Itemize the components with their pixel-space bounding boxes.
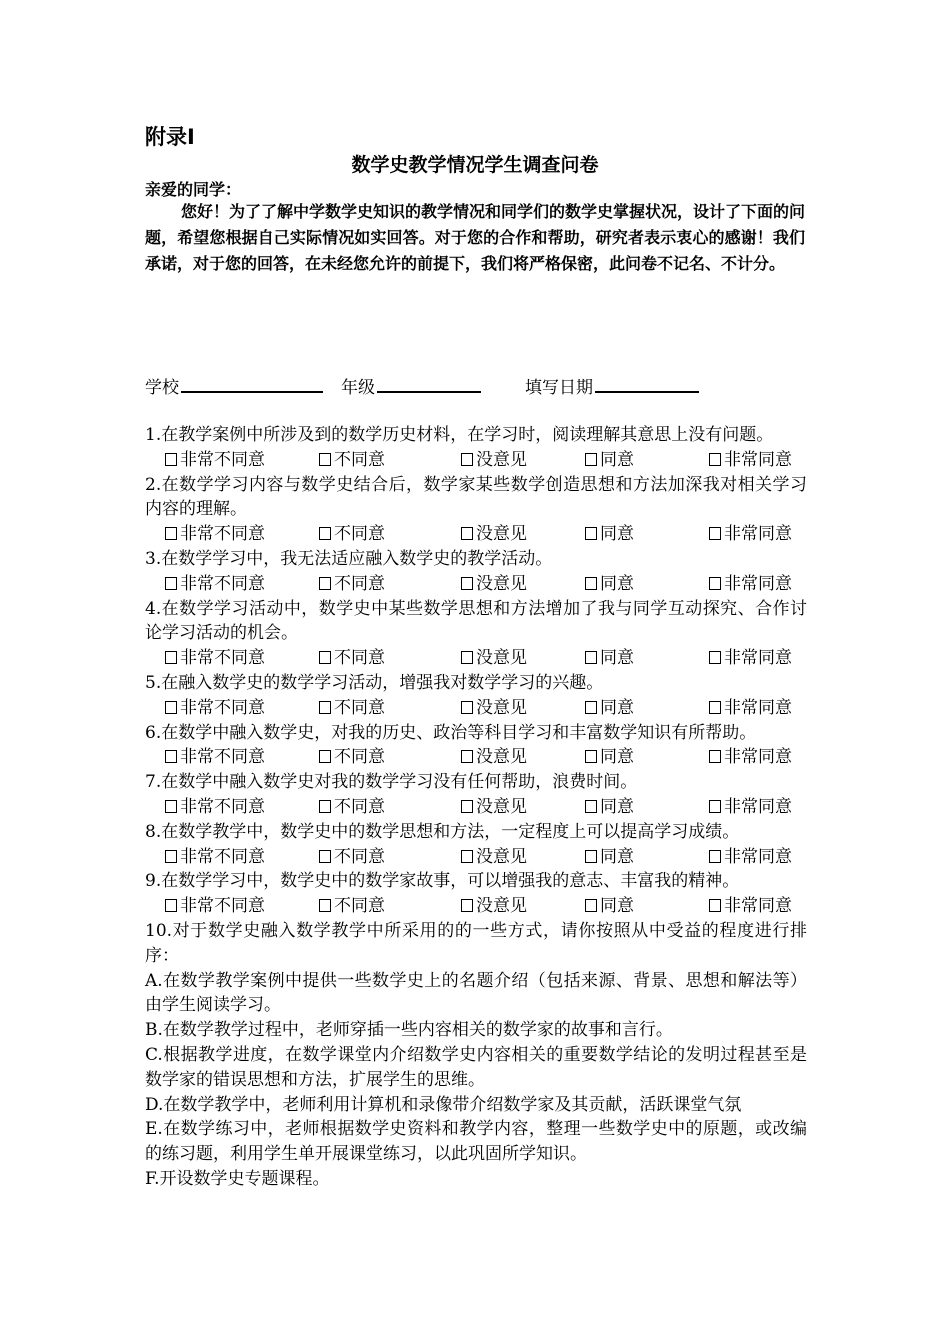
option-5[interactable] <box>709 795 807 820</box>
option-label: 非常同意 <box>724 524 792 545</box>
option-1[interactable] <box>165 572 319 597</box>
option-1[interactable] <box>165 646 319 671</box>
checkbox-icon[interactable] <box>319 577 331 590</box>
checkbox-icon[interactable] <box>709 750 721 763</box>
option-label: 不同意 <box>334 449 385 470</box>
question-1: 1.在教学案例中所涉及到的数学历史材料，在学习时，阅读理解其意思上没有问题。 <box>145 425 774 445</box>
appendix-heading: 附录Ⅰ <box>145 125 195 149</box>
option-label: 非常同意 <box>724 796 792 817</box>
option-2[interactable] <box>319 696 461 721</box>
option-row <box>145 795 807 820</box>
option-label: 不同意 <box>334 896 385 917</box>
option-label: 没意见 <box>476 846 527 867</box>
question-5: 5.在融入数学史的数学学习活动，增强我对数学学习的兴趣。 <box>145 672 604 693</box>
option-4[interactable] <box>585 845 709 870</box>
checkbox-icon[interactable] <box>165 701 177 714</box>
option-label: 非常不同意 <box>180 747 265 768</box>
question-6: 6.在数学中融入数学史，对我的历史、政治等科目学习和丰富数学知识有所帮助。 <box>145 722 757 743</box>
option-label: 非常不同意 <box>180 697 265 718</box>
option-label: 同意 <box>600 697 634 718</box>
option-label: 非常同意 <box>724 747 792 768</box>
checkbox-icon[interactable] <box>461 800 473 813</box>
option-label: 同意 <box>600 449 634 470</box>
option-label: 非常不同意 <box>180 846 265 867</box>
checkbox-icon[interactable] <box>319 651 331 664</box>
option-label: 非常同意 <box>724 449 792 470</box>
option-3[interactable] <box>461 646 585 671</box>
info-row <box>145 373 699 398</box>
intro-paragraph: 您好！为了了解中学数学史知识的教学情况和同学们的数学史掌握状况，设计了下面的问题，希望您根据自己实际情况如实回答。对于您的合作和帮助，研究者表示衷心的感谢！我们承诺，对于您的回答，在未经您允许的前提下，我们将严格保密，此问卷不记名、不计分。 <box>145 202 806 273</box>
option-label: 非常不同意 <box>180 896 265 917</box>
checkbox-icon[interactable] <box>461 527 473 540</box>
option-label: 不同意 <box>334 846 385 867</box>
checkbox-icon[interactable] <box>319 850 331 863</box>
option-row <box>145 745 807 770</box>
checkbox-icon[interactable] <box>709 577 721 590</box>
option-2[interactable] <box>319 845 461 870</box>
checkbox-icon[interactable] <box>461 701 473 714</box>
checkbox-icon[interactable] <box>585 577 597 590</box>
option-label: 同意 <box>600 846 634 867</box>
option-5[interactable] <box>709 894 807 919</box>
option-3[interactable] <box>461 894 585 919</box>
option-label: 非常不同意 <box>180 573 265 594</box>
option-5[interactable] <box>709 845 807 870</box>
checkbox-icon[interactable] <box>319 701 331 714</box>
option-label: 非常不同意 <box>180 796 265 817</box>
checkbox-icon[interactable] <box>709 527 721 540</box>
option-3[interactable] <box>461 795 585 820</box>
checkbox-icon[interactable] <box>709 899 721 912</box>
option-1[interactable] <box>165 522 319 547</box>
rank-option: E.在数学练习中，老师根据数学史资料和教学内容，整理一些数学史中的原题，或改编的练习题，利用学生单开展课堂练习，以此巩固所学知识。 <box>145 1119 807 1165</box>
option-row <box>145 696 807 721</box>
option-4[interactable] <box>585 894 709 919</box>
checkbox-icon[interactable] <box>585 453 597 466</box>
option-5[interactable] <box>709 448 807 473</box>
option-1[interactable] <box>165 696 319 721</box>
option-label: 没意见 <box>476 524 527 545</box>
rank-option: C.根据教学进度，在数学课堂内介绍数学史内容相关的重要数学结论的发明过程甚至是数学家的错误思想和方法，扩展学生的思维。 <box>145 1044 807 1090</box>
option-label: 没意见 <box>476 747 527 768</box>
grade-blank[interactable] <box>377 373 481 393</box>
option-1[interactable] <box>165 845 319 870</box>
checkbox-icon[interactable] <box>165 577 177 590</box>
checkbox-icon[interactable] <box>709 453 721 466</box>
checkbox-icon[interactable] <box>461 577 473 590</box>
rank-option: F.开设数学史专题课程。 <box>145 1168 330 1189</box>
checkbox-icon[interactable] <box>585 800 597 813</box>
option-4[interactable] <box>585 448 709 473</box>
option-5[interactable] <box>709 696 807 721</box>
date-blank[interactable] <box>595 373 699 393</box>
option-4[interactable] <box>585 646 709 671</box>
checkbox-icon[interactable] <box>319 750 331 763</box>
option-label: 不同意 <box>334 573 385 594</box>
checkbox-icon[interactable] <box>319 899 331 912</box>
school-label: 学校 <box>145 378 179 398</box>
option-2[interactable] <box>319 745 461 770</box>
option-1[interactable] <box>165 795 319 820</box>
grade-label: 年级 <box>341 378 375 398</box>
option-label: 非常同意 <box>724 648 792 669</box>
checkbox-icon[interactable] <box>709 850 721 863</box>
option-1[interactable] <box>165 894 319 919</box>
option-label: 不同意 <box>334 648 385 669</box>
checkbox-icon[interactable] <box>709 800 721 813</box>
checkbox-icon[interactable] <box>709 701 721 714</box>
option-row <box>145 646 807 671</box>
question-10: 10.对于数学史融入数学教学中所采用的的一些方式，请你按照从中受益的程度进行排序： <box>145 920 807 966</box>
date-label: 填写日期 <box>525 378 593 398</box>
checkbox-icon[interactable] <box>585 750 597 763</box>
option-4[interactable] <box>585 745 709 770</box>
option-1[interactable] <box>165 745 319 770</box>
option-row <box>145 845 807 870</box>
option-label: 没意见 <box>476 648 527 669</box>
option-label: 非常同意 <box>724 573 792 594</box>
checkbox-icon[interactable] <box>165 453 177 466</box>
option-3[interactable] <box>461 696 585 721</box>
option-3[interactable] <box>461 845 585 870</box>
option-label: 不同意 <box>334 747 385 768</box>
option-4[interactable] <box>585 696 709 721</box>
option-2[interactable] <box>319 795 461 820</box>
option-3[interactable] <box>461 572 585 597</box>
option-label: 同意 <box>600 524 634 545</box>
option-label: 同意 <box>600 747 634 768</box>
checkbox-icon[interactable] <box>585 701 597 714</box>
checkbox-icon[interactable] <box>165 899 177 912</box>
option-2[interactable] <box>319 522 461 547</box>
question-2: 2.在数学学习内容与数学史结合后，数学家某些数学创造思想和方法加深我对相关学习内容的理解。 <box>145 474 807 520</box>
checkbox-icon[interactable] <box>319 527 331 540</box>
option-label: 非常不同意 <box>180 449 265 470</box>
checkbox-icon[interactable] <box>165 651 177 664</box>
option-5[interactable] <box>709 646 807 671</box>
option-label: 同意 <box>600 796 634 817</box>
option-row <box>145 448 807 473</box>
checkbox-icon[interactable] <box>319 800 331 813</box>
option-row <box>145 894 807 919</box>
option-row <box>145 572 807 597</box>
option-row <box>145 522 807 547</box>
option-label: 同意 <box>600 648 634 669</box>
checkbox-icon[interactable] <box>585 850 597 863</box>
checkbox-icon[interactable] <box>165 850 177 863</box>
question-8: 8.在数学教学中，数学史中的数学思想和方法，一定程度上可以提高学习成绩。 <box>145 821 740 842</box>
option-5[interactable] <box>709 745 807 770</box>
question-7: 7.在数学中融入数学史对我的数学学习没有任何帮助，浪费时间。 <box>145 772 638 793</box>
checkbox-icon[interactable] <box>319 453 331 466</box>
option-label: 同意 <box>600 896 634 917</box>
option-3[interactable] <box>461 522 585 547</box>
option-label: 没意见 <box>476 573 527 594</box>
option-label: 没意见 <box>476 896 527 917</box>
greeting: 亲爱的同学： <box>145 180 242 199</box>
page-title: 数学史教学情况学生调查问卷 <box>351 154 599 176</box>
question-9: 9.在数学学习中，数学史中的数学家故事，可以增强我的意志、丰富我的精神。 <box>145 871 740 892</box>
checkbox-icon[interactable] <box>585 651 597 664</box>
checkbox-icon[interactable] <box>165 750 177 763</box>
school-blank[interactable] <box>181 373 323 393</box>
option-label: 没意见 <box>476 796 527 817</box>
option-label: 不同意 <box>334 697 385 718</box>
option-label: 不同意 <box>334 796 385 817</box>
option-2[interactable] <box>319 894 461 919</box>
option-2[interactable] <box>319 646 461 671</box>
option-label: 不同意 <box>334 524 385 545</box>
checkbox-icon[interactable] <box>461 453 473 466</box>
option-label: 没意见 <box>476 449 527 470</box>
checkbox-icon[interactable] <box>165 800 177 813</box>
option-label: 非常同意 <box>724 896 792 917</box>
option-label: 非常不同意 <box>180 648 265 669</box>
checkbox-icon[interactable] <box>165 527 177 540</box>
rank-option: D.在数学教学中，老师利用计算机和录像带介绍数学家及其贡献，活跃课堂气氛 <box>145 1094 742 1115</box>
rank-option: B.在数学教学过程中，老师穿插一些内容相关的数学家的故事和言行。 <box>145 1020 673 1041</box>
option-label: 同意 <box>600 573 634 594</box>
option-5[interactable] <box>709 522 807 547</box>
question-3: 3.在数学学习中，我无法适应融入数学史的教学活动。 <box>145 548 553 569</box>
checkbox-icon[interactable] <box>461 651 473 664</box>
option-1[interactable] <box>165 448 319 473</box>
option-label: 非常同意 <box>724 697 792 718</box>
rank-option: A.在数学教学案例中提供一些数学史上的名题介绍（包括来源、背景、思想和解法等）由学生阅读学习。 <box>145 970 807 1016</box>
option-2[interactable] <box>319 572 461 597</box>
option-label: 非常同意 <box>724 846 792 867</box>
checkbox-icon[interactable] <box>709 651 721 664</box>
checkbox-icon[interactable] <box>461 899 473 912</box>
checkbox-icon[interactable] <box>585 527 597 540</box>
question-list <box>145 423 807 1192</box>
option-4[interactable] <box>585 795 709 820</box>
option-3[interactable] <box>461 448 585 473</box>
checkbox-icon[interactable] <box>461 750 473 763</box>
option-3[interactable] <box>461 745 585 770</box>
option-label: 非常不同意 <box>180 524 265 545</box>
option-4[interactable] <box>585 572 709 597</box>
option-4[interactable] <box>585 522 709 547</box>
option-label: 没意见 <box>476 697 527 718</box>
option-5[interactable] <box>709 572 807 597</box>
checkbox-icon[interactable] <box>461 850 473 863</box>
question-4: 4.在数学学习活动中，数学史中某些数学思想和方法增加了我与同学互动探究、合作讨论学习活动的机会。 <box>145 598 807 644</box>
checkbox-icon[interactable] <box>585 899 597 912</box>
option-2[interactable] <box>319 448 461 473</box>
